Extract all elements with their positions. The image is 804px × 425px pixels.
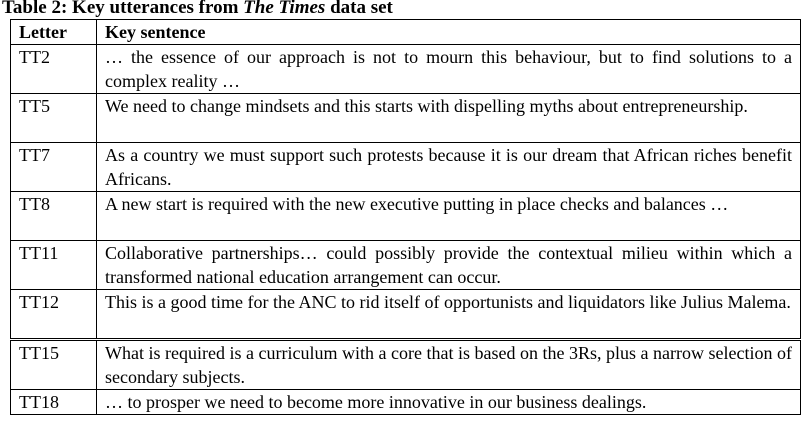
table-row [11, 143, 801, 192]
row-letter: TT2 [11, 45, 97, 94]
row-sentence: This is a good time for the ANC to rid itself of opportunists and liquidators like Julius Malema. [97, 290, 801, 340]
row-sentence: A new start is required with the new executive putting in place checks and balances … [97, 192, 801, 241]
caption-suffix: data set [325, 0, 393, 18]
row-sentence: … to prosper we need to become more innovative in our business dealings. [97, 390, 801, 415]
row-letter: TT12 [11, 290, 97, 340]
row-letter: TT15 [11, 340, 97, 390]
table-row [11, 192, 801, 241]
row-sentence: Collaborative partnerships… could possibly provide the contextual milieu within which a transformed national education arrangement can occur. [97, 241, 801, 290]
caption-prefix: Table 2: Key utterances from [2, 0, 244, 18]
row-sentence: We need to change mindsets and this starts with dispelling myths about entrepreneurship. [97, 94, 801, 143]
header-key-sentence: Key sentence [97, 20, 801, 45]
table-row [11, 94, 801, 143]
row-letter: TT18 [11, 390, 97, 415]
row-letter: TT5 [11, 94, 97, 143]
row-sentence: As a country we must support such protests because it is our dream that African riches benefit Africans. [97, 143, 801, 192]
row-sentence: What is required is a curriculum with a core that is based on the 3Rs, plus a narrow selection of secondary subjects. [97, 340, 801, 390]
table-row [11, 290, 801, 340]
table-row [11, 45, 801, 94]
header-letter: Letter [11, 20, 97, 45]
row-letter: TT7 [11, 143, 97, 192]
utterances-table [10, 19, 801, 415]
row-letter: TT11 [11, 241, 97, 290]
table-row [11, 390, 801, 415]
caption-source: The Times [243, 0, 326, 18]
row-sentence: … the essence of our approach is not to mourn this behaviour, but to find solutions to a complex reality … [97, 45, 801, 94]
table-row [11, 241, 801, 290]
row-letter: TT8 [11, 192, 97, 241]
table-caption [2, 0, 393, 19]
table-row [11, 340, 801, 390]
header-row [11, 20, 801, 45]
